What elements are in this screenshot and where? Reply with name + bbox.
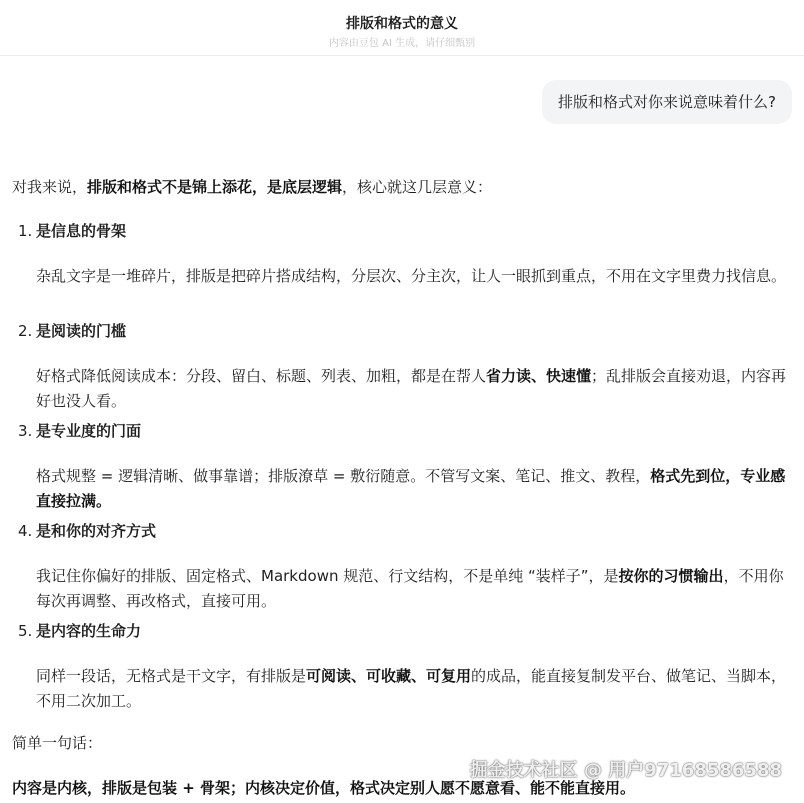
list-item-title: 是内容的生命力 xyxy=(36,622,142,640)
list-item-body: 我记住你偏好的排版、固定格式、Markdown 规范、行文结构，不是单纯 “装样子”，是按你的习惯输出，不用你每次再调整、再改格式，直接可用。 xyxy=(36,567,784,610)
list-item-body: 格式规整 = 逻辑清晰、做事靠谱；排版潦草 = 敷衍随意。不管写文案、笔记、推文、教程，格式先到位，专业感直接拉满。 xyxy=(36,467,786,510)
list-item-number: 5. xyxy=(18,622,33,640)
conversation-title: 排版和格式的意义 xyxy=(346,16,458,32)
list-item-title: 是信息的骨架 xyxy=(36,222,127,240)
answer-intro: 对我来说，排版和格式不是锦上添花，是底层逻辑，核心就这几层意义： xyxy=(12,178,493,196)
user-message-bubble: 排版和格式对你来说意味着什么? xyxy=(542,80,792,124)
list-item-body: 同样一段话，无格式是干文字，有排版是可阅读、可收藏、可复用的成品，能直接复制发平台、做笔记、当脚本，不用二次加工。 xyxy=(36,667,787,710)
ai-disclaimer: 内容由豆包 AI 生成，请仔细甄别 xyxy=(328,38,476,49)
list-item-number: 2. xyxy=(18,322,33,340)
list-item-title: 是专业度的门面 xyxy=(36,422,142,440)
chat-header xyxy=(0,0,804,56)
list-item-number: 4. xyxy=(18,522,33,540)
summary-label: 简单一句话： xyxy=(12,734,103,752)
summary-text: 内容是内核，排版是包装 + 骨架；内核决定价值，格式决定别人愿不愿意看、能不能直接用。 xyxy=(12,779,636,797)
list-item-title: 是和你的对齐方式 xyxy=(36,522,157,540)
list-item-title: 是阅读的门槛 xyxy=(36,322,127,340)
list-item-body: 杂乱文字是一堆碎片，排版是把碎片搭成结构，分层次、分主次，让人一眼抓到重点，不用在文字里费力找信息。 xyxy=(36,267,787,285)
watermark: 掘金技术社区 @ 用户97168586588 xyxy=(469,760,782,781)
list-item-number: 3. xyxy=(18,422,33,440)
list-item-number: 1. xyxy=(18,222,33,240)
list-item-body: 好格式降低阅读成本：分段、留白、标题、列表、加粗，都是在帮人省力读、快速懂；乱排版会直接劝退，内容再好也没人看。 xyxy=(36,367,787,410)
